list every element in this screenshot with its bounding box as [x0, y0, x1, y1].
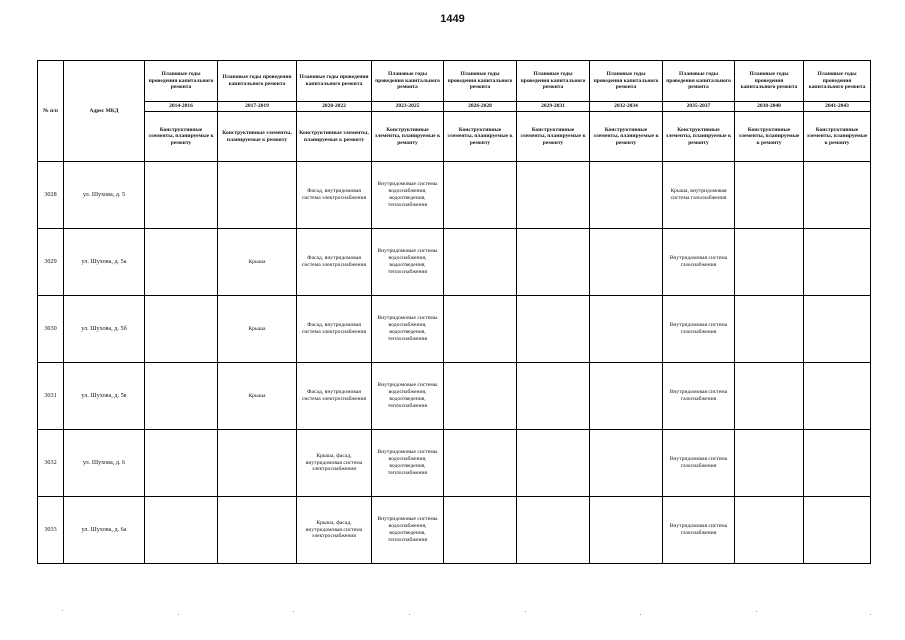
elements-header: Конструктивные элементы, планируемые к ремонту — [663, 112, 735, 162]
elements-header: Конструктивные элементы, планируемые к ремонту — [145, 112, 218, 162]
cell: Внутридомовая система газоснабжения — [663, 363, 735, 430]
cell — [517, 430, 590, 497]
period-header: 2041-2043 — [804, 102, 871, 112]
years-header: Плановые годы проведения капитального ремонта — [735, 61, 804, 102]
cell — [735, 430, 804, 497]
table-row — [38, 430, 871, 497]
cell: Внутридомовые системы водоснабжения, водоотведения, теплоснабжения — [372, 430, 444, 497]
scan-speck — [640, 614, 641, 615]
period-header: 2035-2037 — [663, 102, 735, 112]
years-header: Плановые годы проведения капитального ремонта — [372, 61, 444, 102]
cell: Крыша, фасад, внутридомовая система электроснабжения — [297, 430, 372, 497]
cell — [804, 162, 871, 229]
cell: Внутридомовые системы водоснабжения, водоотведения, теплоснабжения — [372, 296, 444, 363]
cell — [218, 162, 297, 229]
cell: Внутридомовые системы водоснабжения, водоотведения, теплоснабжения — [372, 229, 444, 296]
elements-header: Конструктивные элементы, планируемые к ремонту — [517, 112, 590, 162]
period-header: 2029-2031 — [517, 102, 590, 112]
cell — [590, 363, 663, 430]
cell — [735, 363, 804, 430]
cell: Фасад, внутридомовая система электроснабжения — [297, 162, 372, 229]
years-header: Плановые годы проведения капитального ремонта — [297, 61, 372, 102]
cell — [517, 497, 590, 564]
row-number: 3032 — [38, 430, 64, 497]
cell — [444, 430, 517, 497]
scan-speck — [756, 611, 757, 612]
col-num-header: № п/п — [38, 61, 64, 162]
cell: Крыша — [218, 363, 297, 430]
elements-header: Конструктивные элементы, планируемые к ремонту — [735, 112, 804, 162]
cell — [218, 497, 297, 564]
page-number: 1449 — [440, 13, 465, 25]
cell — [517, 296, 590, 363]
cell — [590, 296, 663, 363]
years-header: Плановые годы проведения капитального ремонта — [218, 61, 297, 102]
table-row — [38, 296, 871, 363]
cell — [517, 162, 590, 229]
period-header: 2020-2022 — [297, 102, 372, 112]
cell — [218, 430, 297, 497]
row-number: 3033 — [38, 497, 64, 564]
cell — [444, 363, 517, 430]
years-header: Плановые годы проведения капитального ремонта — [517, 61, 590, 102]
period-header: 2017-2019 — [218, 102, 297, 112]
row-number: 3028 — [38, 162, 64, 229]
cell: Внутридомовая система газоснабжения — [663, 229, 735, 296]
cell — [804, 430, 871, 497]
cell: Фасад, внутридомовая система электроснабжения — [297, 229, 372, 296]
cell — [145, 229, 218, 296]
cell — [735, 229, 804, 296]
row-address: ул. Шухова, д. 5в — [64, 363, 145, 430]
years-header: Плановые годы проведения капитального ремонта — [444, 61, 517, 102]
years-header: Плановые годы проведения капитального ремонта — [663, 61, 735, 102]
cell: Фасад, внутридомовая система электроснабжения — [297, 296, 372, 363]
table-row — [38, 229, 871, 296]
table-row — [38, 162, 871, 229]
elements-header: Конструктивные элементы, планируемые к ремонту — [804, 112, 871, 162]
row-number: 3031 — [38, 363, 64, 430]
cell — [804, 497, 871, 564]
col-addr-header: Адрес МКД — [64, 61, 145, 162]
cell — [145, 296, 218, 363]
cell — [444, 162, 517, 229]
cell: Крыша — [218, 229, 297, 296]
cell — [804, 363, 871, 430]
cell: Внутридомовая система газоснабжения — [663, 497, 735, 564]
cell: Крыша, внутридомовая система газоснабжения — [663, 162, 735, 229]
cell — [735, 296, 804, 363]
cell — [804, 229, 871, 296]
cell — [590, 162, 663, 229]
scan-speck — [178, 614, 179, 615]
cell — [804, 296, 871, 363]
cell — [444, 497, 517, 564]
elements-header: Конструктивные элементы, планируемые к ремонту — [444, 112, 517, 162]
period-header: 2026-2028 — [444, 102, 517, 112]
cell — [590, 497, 663, 564]
cell: Внутридомовая система газоснабжения — [663, 430, 735, 497]
years-header: Плановые годы проведения капитального ремонта — [590, 61, 663, 102]
cell: Крыша, фасад, внутридомовая система электроснабжения — [297, 497, 372, 564]
row-address: ул. Шухова, д. 5а — [64, 229, 145, 296]
cell — [145, 497, 218, 564]
period-header: 2023-2025 — [372, 102, 444, 112]
cell: Внутридомовые системы водоснабжения, водоотведения, теплоснабжения — [372, 497, 444, 564]
scan-speck — [293, 611, 294, 612]
row-address: ул. Шухова, д. 6а — [64, 497, 145, 564]
cell — [735, 162, 804, 229]
row-number: 3029 — [38, 229, 64, 296]
cell: Фасад, внутридомовая система электроснабжения — [297, 363, 372, 430]
cell — [145, 363, 218, 430]
scan-speck — [409, 614, 410, 615]
row-number: 3030 — [38, 296, 64, 363]
cell — [735, 497, 804, 564]
elements-header: Конструктивные элементы, планируемые к ремонту — [372, 112, 444, 162]
row-address: ул. Шухова, д. 6 — [64, 430, 145, 497]
cell: Внутридомовые системы водоснабжения, водоотведения, теплоснабжения — [372, 363, 444, 430]
cell — [444, 296, 517, 363]
period-header: 2032-2034 — [590, 102, 663, 112]
cell — [145, 162, 218, 229]
cell — [517, 363, 590, 430]
elements-header: Конструктивные элементы, планируемые к ремонту — [218, 112, 297, 162]
row-address: ул. Шухова, д. 5б — [64, 296, 145, 363]
cell: Внутридомовые системы водоснабжения, водоотведения, теплоснабжения — [372, 162, 444, 229]
row-address: ул. Шухова, д. 5 — [64, 162, 145, 229]
cell — [444, 229, 517, 296]
repair-schedule-table — [37, 60, 871, 564]
cell — [590, 229, 663, 296]
elements-header: Конструктивные элементы, планируемые к ремонту — [297, 112, 372, 162]
years-header: Плановые годы проведения капитального ремонта — [804, 61, 871, 102]
scan-speck — [62, 610, 63, 611]
scan-speck — [870, 614, 871, 615]
period-header: 2038-2040 — [735, 102, 804, 112]
cell — [590, 430, 663, 497]
elements-header: Конструктивные элементы, планируемые к ремонту — [590, 112, 663, 162]
period-header: 2014-2016 — [145, 102, 218, 112]
table-row — [38, 363, 871, 430]
scan-speck — [525, 611, 526, 612]
cell: Крыша — [218, 296, 297, 363]
cell — [145, 430, 218, 497]
cell: Внутридомовая система газоснабжения — [663, 296, 735, 363]
years-header: Плановые годы проведения капитального ремонта — [145, 61, 218, 102]
cell — [517, 229, 590, 296]
table-row — [38, 497, 871, 564]
